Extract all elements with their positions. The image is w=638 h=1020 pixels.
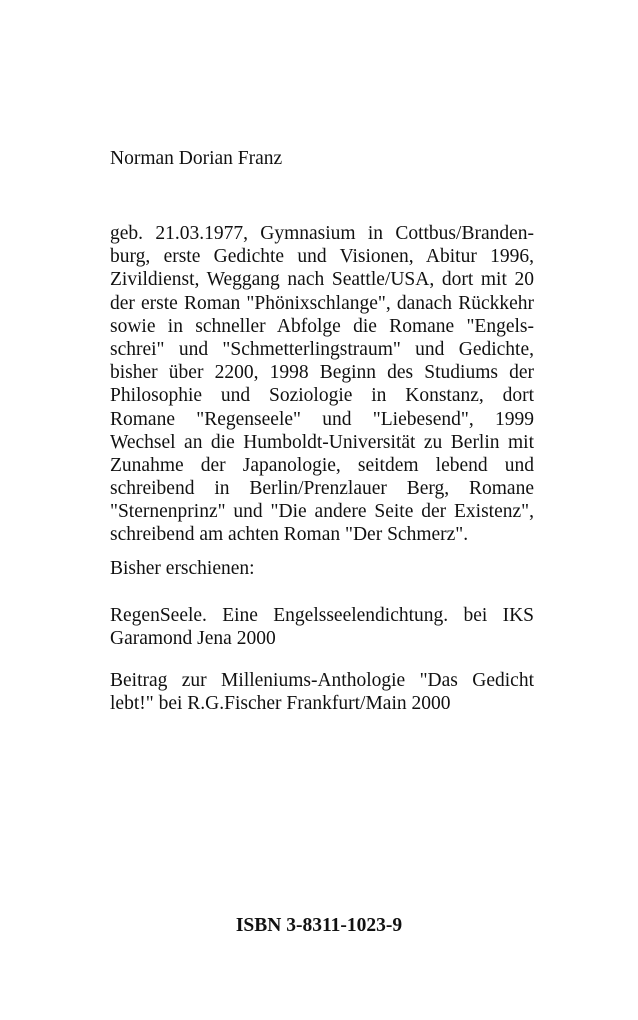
publication-line: RegenSeele. Eine Engelsseelendichtung. bei IKS bbox=[110, 605, 534, 626]
publication-entry bbox=[110, 604, 534, 650]
publication-line: Garamond Jena 2000 bbox=[110, 628, 276, 650]
isbn-number: ISBN 3-8311-1023-9 bbox=[235, 915, 403, 936]
author-biography bbox=[110, 222, 534, 547]
author-name: Norman Dorian Franz bbox=[110, 148, 283, 169]
publication-entry bbox=[110, 669, 534, 715]
biography-line: "Sternenprinz" und "Die andere Seite der Existenz", bbox=[110, 501, 534, 523]
biography-line: schreibend am achten Roman "Der Schmerz". bbox=[110, 524, 469, 546]
publication-line: lebt!" bei R.G.Fischer Frankfurt/Main 2000 bbox=[110, 693, 451, 715]
publication-line: Beitrag zur Milleniums-Anthologie "Das Gedicht bbox=[110, 670, 534, 691]
biography-line: Philosophie und Soziologie in Konstanz, dort bbox=[110, 385, 534, 407]
biography-line: bisher über 2200, 1998 Beginn des Studiums der bbox=[110, 362, 534, 384]
biography-line: schreibend in Berlin/Prenzlauer Berg, Romane bbox=[110, 478, 534, 500]
published-works-heading: Bisher erschienen: bbox=[110, 558, 255, 579]
biography-line: Wechsel an die Humboldt-Universität zu Berlin mit bbox=[110, 431, 534, 453]
biography-line: sowie in schneller Abfolge die Romane "Engels- bbox=[110, 315, 534, 337]
biography-line: Zivildienst, Weggang nach Seattle/USA, dort mit 20 bbox=[110, 269, 534, 291]
biography-line: Zunahme der Japanologie, seitdem lebend und bbox=[110, 454, 534, 476]
biography-line: burg, erste Gedichte und Visionen, Abitur 1996, bbox=[110, 246, 534, 268]
biography-line: der erste Roman "Phönixschlange", danach Rückkehr bbox=[110, 292, 534, 314]
biography-line: Romane "Regenseele" und "Liebesend", 1999 bbox=[110, 408, 534, 430]
biography-line: schrei" und "Schmetterlingstraum" und Gedichte, bbox=[110, 338, 534, 360]
biography-line: geb. 21.03.1977, Gymnasium in Cottbus/Branden- bbox=[110, 223, 534, 244]
